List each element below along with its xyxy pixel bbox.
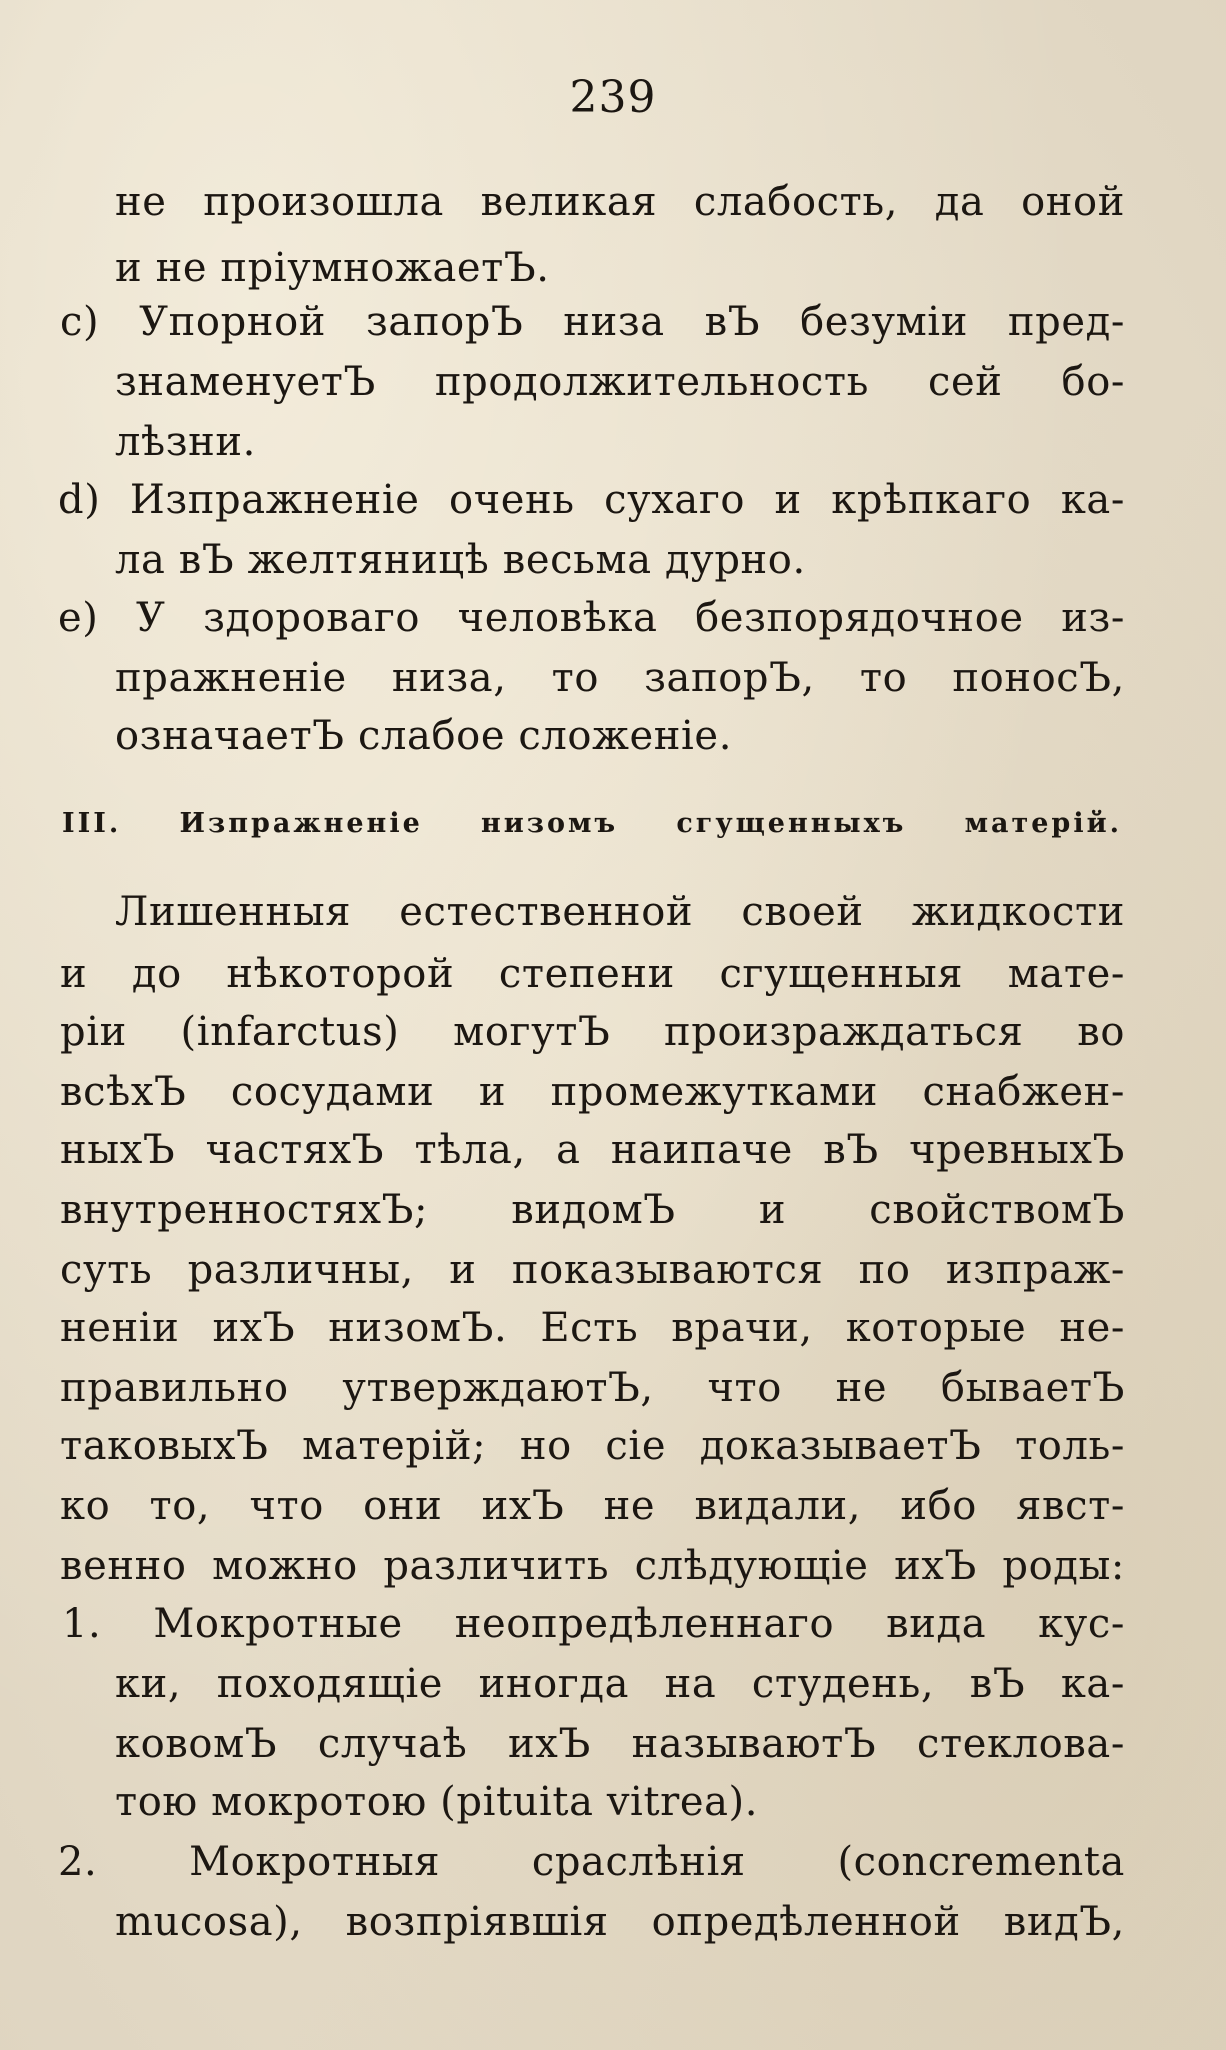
text-line: ныхЪ частяхЪ тѣла, а наипаче вЪ чревныхЪ	[60, 1127, 1125, 1173]
text-line: суть различны, и показываются по изпраж-	[60, 1247, 1125, 1293]
text-line: таковыхЪ матерій; но сіе доказываетЪ толь-	[60, 1423, 1125, 1469]
list-item-line: ковомЪ случаѣ ихЪ называютЪ стеклова-	[115, 1721, 1125, 1767]
list-item-line: ки, походящіе иногда на студень, вЪ ка-	[115, 1661, 1125, 1707]
text-line: неніи ихЪ низомЪ. Есть врачи, которые не-	[60, 1305, 1125, 1351]
text-line: знаменуетЪ продолжительность сей бо-	[115, 359, 1125, 405]
text-line: ла вЪ желтяницѣ весьма дурно.	[115, 537, 806, 583]
list-item-line: 2. Мокротныя сраслѣнія (concrementa	[58, 1839, 1125, 1885]
list-item-line: mucosa), возпріявшія опредѣленной видЪ,	[115, 1899, 1125, 1945]
text-line: c) Упорной запорЪ низа вЪ безуміи пред-	[60, 299, 1125, 345]
text-line: всѣхЪ сосудами и промежутками снабжен-	[60, 1069, 1125, 1115]
list-item-line: 1. Мокротные неопредѣленнаго вида кус-	[62, 1601, 1125, 1647]
text-line: венно можно различить слѣдующіе ихЪ роды:	[60, 1543, 1125, 1589]
text-line: Лишенныя естественной своей жидкости	[115, 889, 1125, 935]
section-heading: III. Изпражненіе низомъ сгущенныхъ матерій.	[62, 808, 1122, 839]
text-line: не произошла великая слабость, да оной	[115, 179, 1125, 225]
text-line: внутренностяхЪ; видомЪ и свойствомЪ	[60, 1187, 1125, 1233]
text-line: ко то, что они ихЪ не видали, ибо явст-	[60, 1483, 1125, 1529]
text-line: означаетЪ слабое сложеніе.	[115, 713, 733, 759]
text-line: e) У здороваго человѣка безпорядочное из-	[58, 595, 1125, 641]
text-line: правильно утверждаютЪ, что не бываетЪ	[60, 1365, 1125, 1411]
text-line: и не пріумножаетЪ.	[115, 245, 550, 291]
page-number: 239	[569, 72, 657, 123]
text-line: пражненіе низа, то запорЪ, то поносЪ,	[115, 655, 1125, 701]
text-line: d) Изпражненіе очень сухаго и крѣпкаго ка-	[58, 477, 1125, 523]
text-line: и до нѣкоторой степени сгущенныя мате-	[60, 951, 1125, 997]
text-line: ріи (infarctus) могутЪ произраждаться во	[60, 1009, 1125, 1055]
list-item-line: тою мокротою (pituita vitrea).	[115, 1779, 759, 1825]
text-line: лѣзни.	[115, 419, 256, 465]
